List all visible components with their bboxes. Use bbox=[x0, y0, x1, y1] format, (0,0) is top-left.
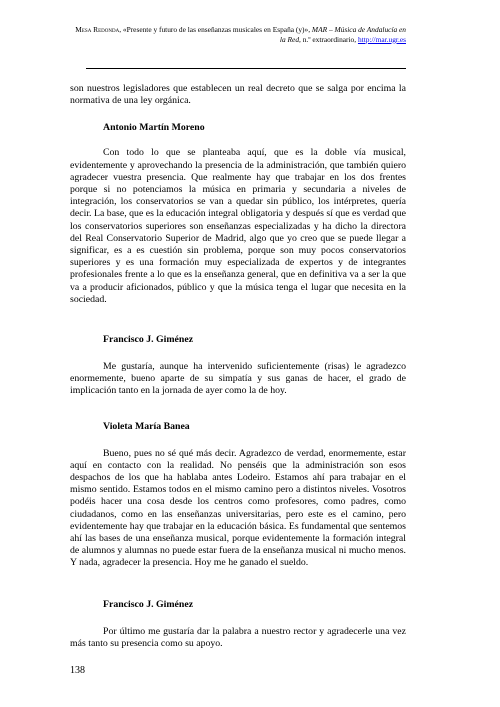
page-body bbox=[70, 83, 406, 650]
header-link[interactable]: http://mar.ugr.es bbox=[357, 34, 406, 44]
header-rule bbox=[86, 68, 406, 69]
speaker-name: Violeta María Banea bbox=[103, 420, 190, 432]
header-journal: MAR – Música de Andalucía en la Red, bbox=[279, 25, 406, 44]
paragraph: Bueno, pues no sé qué más decir. Agradezco de verdad, enormemente, estar aquí en contacto con la realidad. No penséis que la administración son esos despachos de los que ha hablaba antes Lodeiro. Estamos ahí para trabajar en el mismo sentido. Estamos todos en el mismo camino pero a distintos niveles. Vosotros podéis hacer una cosa desde los centros como profesores, como padres, como ciudadanos, como en las enseñanzas universitarias, pero este es el camino, pero evidentemente hay que trabajar en la educación básica. Es fundamental que sentemos ahí las bases de una enseñanza musical, porque evidentemente la formación integral de alumnos y alumnas no puede estar fuera de la enseñanza musical ni mucho menos. Y nada, agradecer la presencia. Hoy me he ganado el sueldo. bbox=[70, 447, 406, 569]
speaker-block bbox=[70, 421, 406, 570]
speaker-name: Francisco J. Giménez bbox=[103, 334, 194, 346]
speaker-name: Francisco J. Giménez bbox=[103, 598, 194, 610]
paragraph: Con todo lo que se planteaba aquí, que es la doble vía musical, evidentemente y aprovechando la presencia de la administración, que también quiero agradecer vuestra presencia. Que realmente hay que trabajar en los dos frentes porque si no potenciamos la música en primaria y secundaria a niveles de integración, los conservatorios se van a quedar sin público, los intérpretes, quería decir. La base, que es la educación integral obligatoria y después sí que es verdad que los conservatorios superiores son enseñanzas especializadas y ha dicho la directora del Real Conservatorio Superior de Madrid, algo que yo creo que se puede llegar a significar, es a es cuestión sin problema, porque son muy pocos conservatorios superiores y es una formación muy especializada de expertos y de integrantes profesionales frente a lo que es la enseñanza general, que en definitiva va a ser la que va a producir aficionados, público y que la música tenga el lugar que necesita en la sociedad. bbox=[70, 147, 406, 305]
paragraph: Me gustaría, aunque ha intervenido suficientemente (risas) le agradezco enormemente, bueno aparte de su simpatía y sus ganas de hacer, el grado de implicación tanto en la jornada de ayer como la de hoy. bbox=[70, 361, 406, 397]
speaker-block bbox=[70, 599, 406, 650]
running-header bbox=[70, 25, 406, 44]
speaker-block bbox=[70, 122, 406, 306]
speaker-block bbox=[70, 334, 406, 398]
header-author: Mesa Redonda bbox=[75, 25, 120, 34]
section-continuation bbox=[70, 83, 406, 107]
paragraph: Por último me gustaría dar la palabra a nuestro rector y agradecerle una vez más tanto su presencia como su apoyo. bbox=[70, 625, 406, 649]
page-number: 138 bbox=[70, 665, 85, 676]
header-issue: n.º extraordinario, bbox=[300, 34, 358, 44]
header-title: , «Presente y futuro de las enseñanzas musicales en España (y)», bbox=[119, 25, 311, 34]
speaker-name: Antonio Martín Moreno bbox=[103, 122, 205, 134]
paragraph: son nuestros legisladores que establecen un real decreto que se salga por encima la normativa de una ley orgánica. bbox=[70, 83, 406, 107]
